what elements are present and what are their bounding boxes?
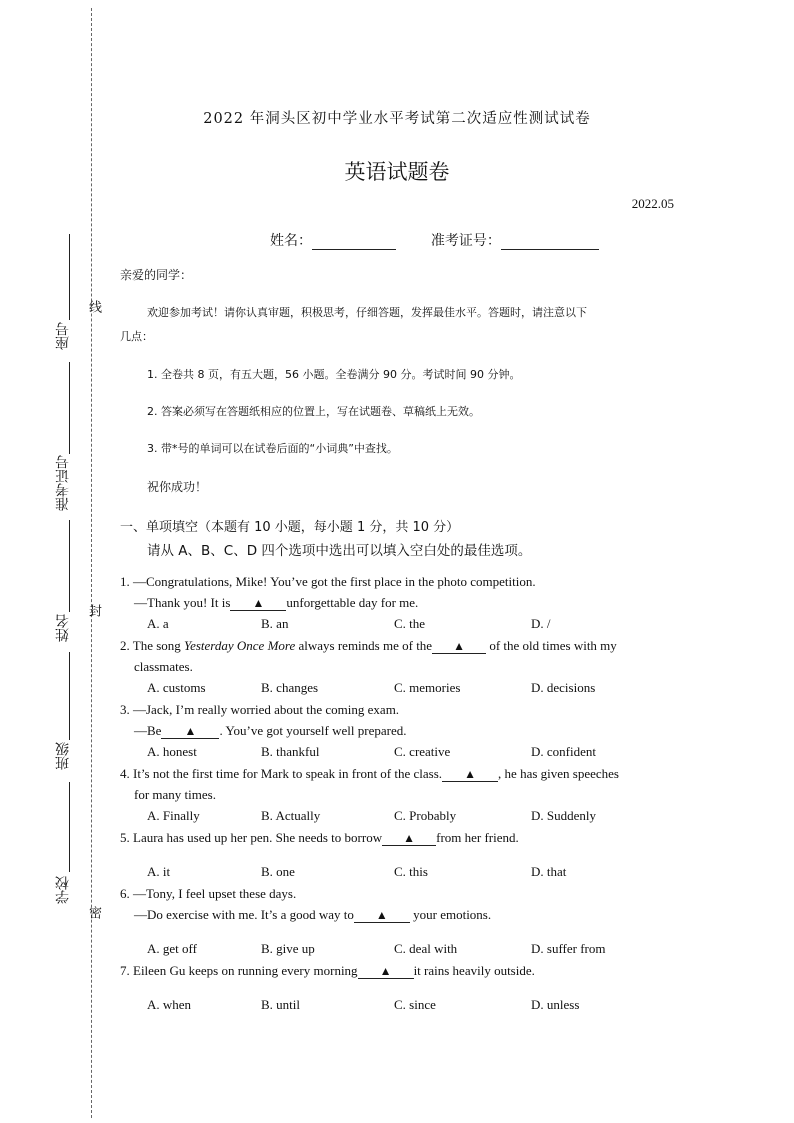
answer-gap: ▲ [230,596,286,611]
q7-options [147,997,707,1015]
binding-label-class: 班级 [55,742,71,770]
option[interactable]: C. the [394,616,426,631]
q1-line1: 1. —Congratulations, Mike! You’ve got the first place in the photo competition. [120,574,536,589]
question-1 [120,571,536,613]
q5-line1: 5. Laura has used up her pen. She needs to borrow ▲ from her friend. [120,830,519,845]
exam-date: 2022.05 [631,196,674,211]
q3-line2: —Be ▲ . You’ve got yourself well prepared. [134,723,407,738]
question-6 [120,883,491,925]
candidate-info-row [270,230,599,250]
question-4 [120,763,619,805]
q4-line2: for many times. [134,787,216,802]
option[interactable]: D. that [531,864,567,879]
option[interactable]: A. a [147,616,169,631]
name-label: 姓名： [270,233,312,249]
name-blank[interactable] [312,235,396,250]
option[interactable]: C. memories [394,680,461,695]
option[interactable]: D. / [531,616,551,631]
question-5 [120,827,519,848]
option[interactable]: A. customs [147,680,206,695]
section-heading: 一、单项填空（本题有 10 小题，每小题 1 分，共 10 分） [120,520,460,535]
cut-mark-xian: 线 [86,300,101,313]
binding-label-seat: 座号 [55,322,71,350]
welcome-line-2: 几点： [120,330,153,343]
id-label: 准考证号： [430,233,501,249]
binding-label-id: 准考证号 [55,455,71,511]
answer-gap: ▲ [161,724,219,739]
binding-label-school: 学校 [55,876,71,904]
option[interactable]: B. one [261,864,295,879]
option[interactable]: C. deal with [394,941,458,956]
q5-options [147,864,707,882]
option[interactable]: D. unless [531,997,580,1012]
answer-gap: ▲ [358,964,414,979]
q4-line1: 4. It’s not the first time for Mark to speak in front of the class. ▲ , he has given speeches [120,766,619,781]
q2-line1: 2. The song Yesterday Once More always reminds me of the ▲ of the old times with my [120,638,617,653]
option[interactable]: A. when [147,997,192,1012]
option[interactable]: B. thankful [261,744,320,759]
binding-line-name [69,652,70,740]
binding-line-class [69,782,70,872]
binding-line-id-2 [69,520,70,612]
id-blank[interactable] [501,235,599,250]
option[interactable]: C. Probably [394,808,457,823]
option[interactable]: D. confident [531,744,596,759]
greeting: 亲爱的同学： [120,268,193,282]
binding-label-name: 姓名 [55,614,71,642]
option[interactable]: C. creative [394,744,451,759]
exam-title: 2022 年洞头区初中学业水平考试第二次适应性测试试卷 [203,111,591,127]
section-instruction: 请从 A、B、C、D 四个选项中选出可以填入空白处的最佳选项。 [147,543,532,559]
answer-gap: ▲ [382,831,436,846]
option[interactable]: C. this [394,864,428,879]
binding-line-seat [69,234,70,320]
q2-line2: classmates. [134,659,193,674]
option[interactable]: C. since [394,997,436,1012]
q4-options [147,808,707,826]
q6-options [147,941,707,959]
binding-line-id [69,362,70,454]
q6-line2: —Do exercise with me. It’s a good way to ▲ your emotions. [134,907,492,922]
note-3: 3. 带*号的单词可以在试卷后面的“小词典”中查找。 [147,442,398,455]
q1-line2: —Thank you! It is ▲ unforgettable day for me. [134,595,419,610]
option[interactable]: B. an [261,616,289,631]
q2-options [147,680,707,698]
option[interactable]: A. get off [147,941,197,956]
q1-options [147,616,707,634]
option[interactable]: A. it [147,864,171,879]
cut-mark-feng: 封 [86,604,101,617]
option[interactable]: B. changes [261,680,319,695]
q3-options [147,744,707,762]
note-2: 2. 答案必须写在答题纸相应的位置上，写在试题卷、草稿纸上无效。 [147,405,480,418]
q6-line1: 6. —Tony, I feel upset these days. [120,886,297,901]
note-1: 1. 全卷共 8 页，有五大题，56 小题。全卷满分 90 分。考试时间 90 分钟。 [147,368,521,381]
option[interactable]: B. give up [261,941,315,956]
question-2 [120,635,617,677]
option[interactable]: D. suffer from [531,941,606,956]
question-7 [120,960,535,981]
option[interactable]: D. Suddenly [531,808,596,823]
q3-line1: 3. —Jack, I’m really worried about the coming exam. [120,702,400,717]
option[interactable]: B. until [261,997,301,1012]
option[interactable]: A. honest [147,744,197,759]
welcome-line-1: 欢迎参加考试！请你认真审题，积极思考，仔细答题，发挥最佳水平。答题时，请注意以下 [147,306,587,319]
subject-title: 英语试题卷 [344,160,450,184]
q7-line1: 7. Eileen Gu keeps on running every morning ▲ it rains heavily outside. [120,963,535,978]
option[interactable]: A. Finally [147,808,200,823]
wish: 祝你成功！ [147,480,208,494]
answer-gap: ▲ [442,767,498,782]
cut-mark-mi: 密 [86,906,101,919]
question-3 [120,699,406,741]
answer-gap: ▲ [432,639,486,654]
option[interactable]: D. decisions [531,680,596,695]
option[interactable]: B. Actually [261,808,321,823]
answer-gap: ▲ [354,908,410,923]
